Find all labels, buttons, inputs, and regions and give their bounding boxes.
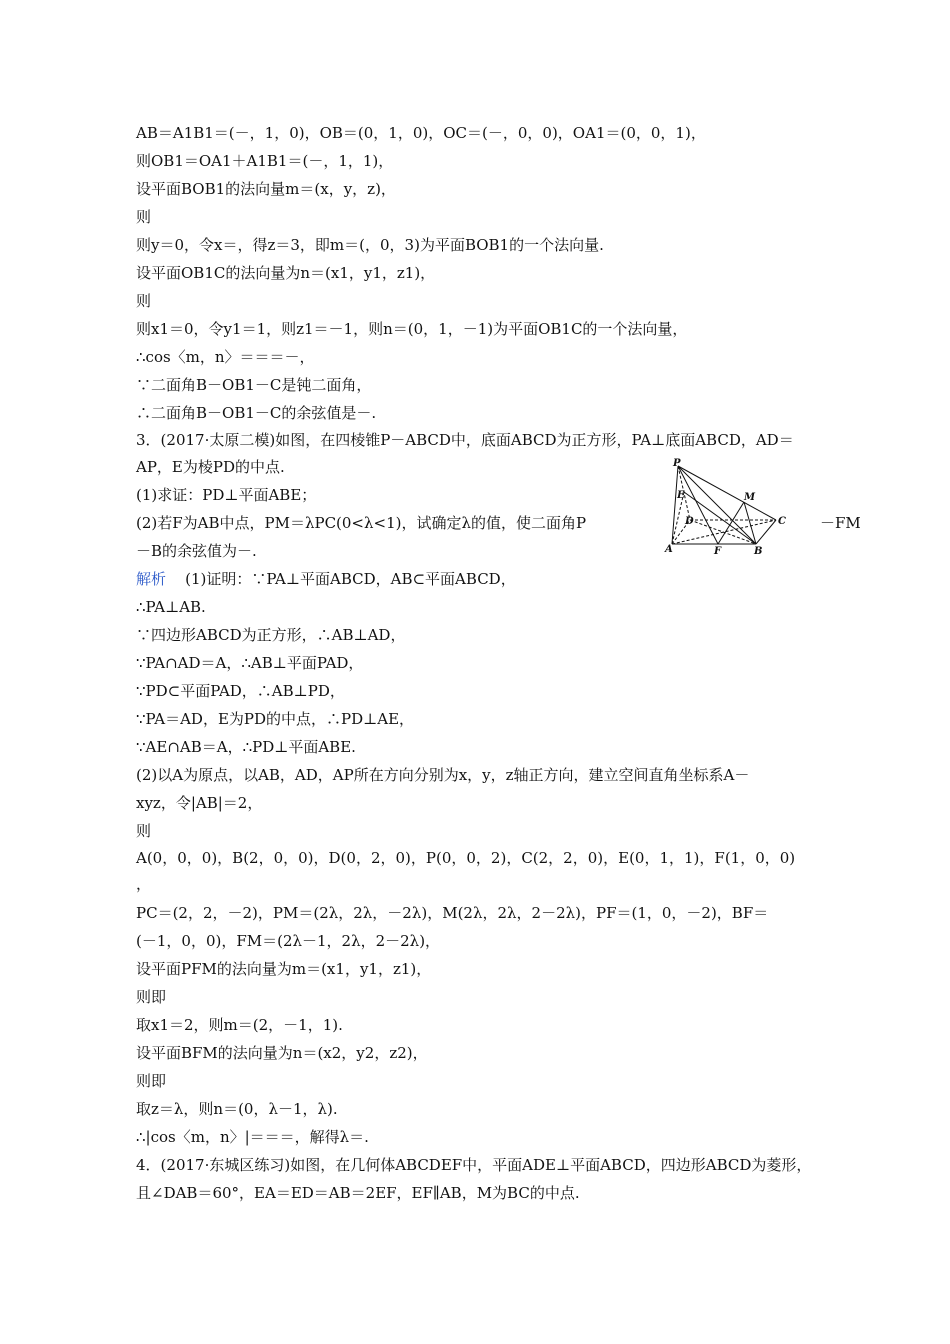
text-line: 设平面OB1C的法向量为n＝(x1，y1，z1)， [136, 264, 436, 282]
text-line: 则OB1＝OA1＋A1B1＝(－，1，1)， [136, 152, 394, 170]
edge-pb [678, 466, 756, 544]
label-f: F [714, 546, 722, 557]
label-d: D [685, 516, 694, 527]
text-line: xyz，令|AB|＝2， [136, 794, 263, 812]
problem-3-line: (1)求证：PD⊥平面ABE； [136, 486, 317, 504]
text-line: ∴|cos〈m，n〉|＝＝＝，解得λ＝. [136, 1128, 369, 1146]
text-line: 设平面BFM的法向量为n＝(x2，y2，z2)， [136, 1044, 428, 1062]
text-line: 则 [136, 208, 152, 226]
text-line: 则即 [136, 1072, 167, 1090]
pyramid-diagram [660, 458, 810, 560]
text-line: ∵PA∩AD＝A，∴AB⊥平面PAD， [136, 654, 364, 672]
problem-3-line: AP，E为棱PD的中点. [136, 458, 285, 476]
problem-3-line-tail: －FM [820, 514, 861, 532]
text-line: ∵PA＝AD，E为PD的中点，∴PD⊥AE， [136, 710, 415, 728]
edge-pc [678, 466, 776, 520]
problem-4-line: 4．(2017·东城区练习)如图，在几何体ABCDEF中，平面ADE⊥平面ABCD，四边形ABCD为菱形， [136, 1156, 812, 1174]
label-m: M [744, 492, 756, 503]
text-line: ∵二面角B－OB1－C是钝二面角， [136, 376, 372, 394]
text-line: (2)以A为原点，以AB，AD，AP所在方向分别为x，y，z轴正方向，建立空间直角坐标系A－ [136, 766, 750, 784]
text-line: ∴二面角B－OB1－C的余弦值是－. [136, 404, 377, 422]
label-e: E [677, 490, 685, 501]
text-line: 则 [136, 822, 152, 840]
text-line: 取x1＝2，则m＝(2，－1，1). [136, 1016, 343, 1034]
text-line: ∵四边形ABCD为正方形，∴AB⊥AD， [136, 626, 406, 644]
text-line: PC＝(2，2，－2)，PM＝(2λ，2λ，－2λ)，M(2λ，2λ，2－2λ)，PF＝(1，0，－2)，BF＝ [136, 904, 769, 922]
text-line: 取z＝λ，则n＝(0，λ－1，λ). [136, 1100, 338, 1118]
problem-3-line: －B的余弦值为－. [136, 542, 257, 560]
text-line: 设平面BOB1的法向量m＝(x，y，z)， [136, 180, 396, 198]
label-c: C [778, 516, 786, 527]
text-line: 则x1＝0，令y1＝1，则z1＝－1，则n＝(0，1，－1)为平面OB1C的一个法向量， [136, 320, 688, 338]
label-b: B [754, 546, 763, 557]
edge-fm [718, 502, 744, 544]
text-line: (－1，0，0)，FM＝(2λ－1，2λ，2－2λ)， [136, 932, 441, 950]
edge-db [690, 520, 756, 544]
text-line: ∴cos〈m，n〉＝＝＝－， [136, 348, 315, 366]
text-line: A(0，0，0)，B(2，0，0)，D(0，2，0)，P(0，0，2)，C(2，2，0)，E(0，1，1)，F(1，0，0) [136, 849, 796, 867]
solution-text: (1)证明：∵PA⊥平面ABCD，AB⊂平面ABCD， [185, 570, 516, 588]
label-a: A [665, 544, 673, 555]
text-line: 设平面PFM的法向量为m＝(x1，y1，z1)， [136, 960, 432, 978]
text-line: 则y＝0，令x＝，得z＝3，即m＝(，0，3)为平面BOB1的一个法向量. [136, 236, 604, 254]
label-p: P [673, 458, 681, 469]
text-line: 则 [136, 292, 152, 310]
text-line: 则即 [136, 988, 167, 1006]
text-line: ∵PD⊂平面PAD，∴AB⊥PD， [136, 682, 345, 700]
text-line: ∵AE∩AB＝A，∴PD⊥平面ABE. [136, 738, 356, 756]
problem-3-line: (2)若F为AB中点，PM＝λPC(0<λ<1)，试确定λ的值，使二面角P [136, 514, 587, 532]
solution-keyword: 解析 [136, 570, 167, 588]
problem-3-line: 3．(2017·太原二模)如图，在四棱锥P－ABCD中，底面ABCD为正方形，PA⊥底面ABCD，AD＝ [136, 431, 794, 449]
edge-pf [678, 466, 718, 544]
text-line: ∴PA⊥AB. [136, 598, 206, 616]
text-line: ， [136, 875, 152, 893]
solution-line [136, 569, 516, 589]
text-line: AB＝A1B1＝(－，1，0)，OB＝(0，1，0)，OC＝(－，0，0)，OA1＝(0，0，1)， [136, 124, 706, 142]
problem-4-line: 且∠DAB＝60°，EA＝ED＝AB＝2EF，EF∥AB，M为BC的中点. [136, 1184, 580, 1202]
pyramid-figure [660, 458, 810, 560]
edge-bc [756, 520, 776, 544]
